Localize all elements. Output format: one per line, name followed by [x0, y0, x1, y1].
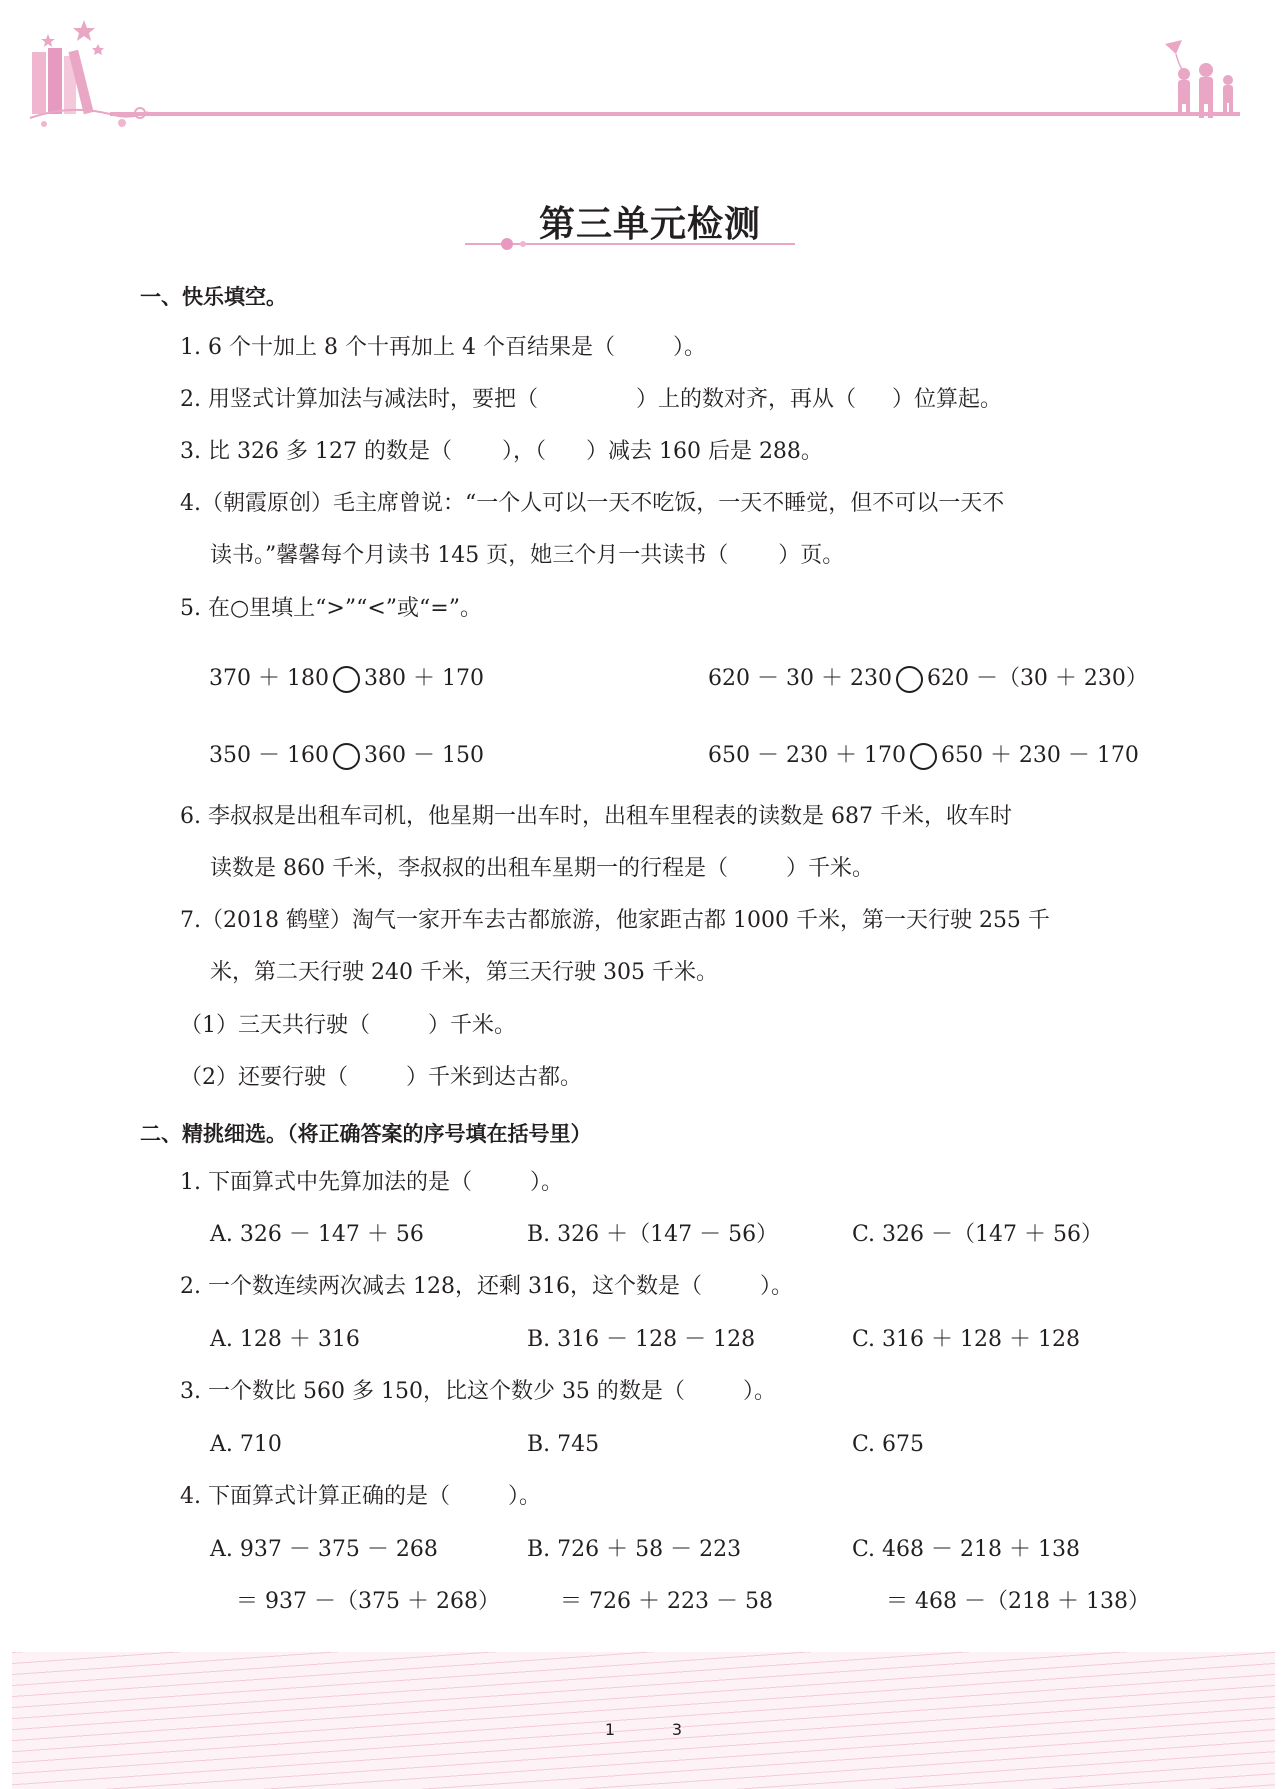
- option-b-step: ＝ 726 ＋ 223 － 58: [560, 1589, 773, 1614]
- question-text: 读数是 860 千米，李叔叔的出租车星期一的行程是（: [210, 856, 728, 881]
- compare-row: [708, 741, 1139, 771]
- compare-row: [708, 664, 1148, 694]
- question-text: 2. 用竖式计算加法与减法时，要把（: [180, 387, 538, 412]
- question-1-6-line1: 6. 李叔叔是出租车司机，他星期一出车时，出租车里程表的读数是 687 千米，收车时: [180, 804, 1012, 829]
- question-text: （1）三天共行驶（: [180, 1013, 370, 1038]
- question-text: 2. 一个数连续两次减去 128，还剩 316，这个数是（: [180, 1274, 702, 1299]
- question-text: ）千米。: [428, 1013, 517, 1038]
- option-a[interactable]: A. 937 － 375 － 268: [210, 1537, 438, 1562]
- question-text: ）。: [742, 1379, 776, 1404]
- option-c[interactable]: C. 468 － 218 ＋ 138: [852, 1537, 1080, 1562]
- question-1-7-sub1: [180, 1011, 516, 1041]
- question-text: 4. 下面算式计算正确的是（: [180, 1484, 450, 1509]
- question-1-1: [180, 333, 706, 363]
- expression-right: 380 ＋ 170: [363, 666, 484, 691]
- expression-right: 360 － 150: [363, 743, 484, 768]
- question-2-4: [180, 1482, 541, 1512]
- question-2-3: [180, 1377, 776, 1407]
- option-b[interactable]: B. 726 ＋ 58 － 223: [527, 1537, 742, 1562]
- expression-left: 650 － 230 ＋ 170: [708, 743, 906, 768]
- section-heading-multiple-choice: 二、精挑细选。（将正确答案的序号填在括号里）: [140, 1122, 592, 1146]
- expression-left: 350 － 160: [209, 743, 329, 768]
- question-text: （2）还要行驶（: [180, 1065, 348, 1090]
- page-number-digit: 1: [604, 1720, 616, 1739]
- question-text: 1. 下面算式中先算加法的是（: [180, 1170, 472, 1195]
- option-a-step: ＝ 937 －（375 ＋ 268）: [236, 1589, 500, 1614]
- question-1-4-line2: [210, 541, 844, 571]
- question-text: ），（: [501, 439, 546, 464]
- option-c-step: ＝ 468 －（218 ＋ 138）: [886, 1589, 1150, 1614]
- compare-circle[interactable]: [333, 743, 360, 770]
- page-title: 第三单元检测: [538, 203, 761, 245]
- question-text: ）。: [672, 335, 706, 360]
- question-text: 读书。”馨馨每个月读书 145 页，她三个月一共读书（: [210, 543, 729, 568]
- option-b[interactable]: B. 316 － 128 － 128: [527, 1327, 756, 1352]
- question-1-6-line2: [210, 854, 874, 884]
- expression-left: 620 － 30 ＋ 230: [708, 666, 892, 691]
- question-text: ）上的数对齐，再从（: [636, 387, 857, 412]
- question-text: ）位算起。: [892, 387, 1003, 412]
- footer-band: [12, 1652, 1275, 1789]
- option-a[interactable]: A. 128 ＋ 316: [210, 1327, 360, 1352]
- question-1-7-sub2: [180, 1063, 582, 1093]
- option-b[interactable]: B. 326 ＋（147 － 56）: [527, 1222, 779, 1247]
- compare-circle[interactable]: [333, 666, 360, 693]
- option-a[interactable]: A. 326 － 147 ＋ 56: [210, 1222, 424, 1247]
- compare-row: [209, 741, 484, 771]
- expression-left: 370 ＋ 180: [209, 666, 329, 691]
- option-c[interactable]: C. 316 ＋ 128 ＋ 128: [852, 1327, 1080, 1352]
- question-text: ）千米。: [785, 856, 874, 881]
- question-text: ）减去 160 后是 288。: [585, 439, 823, 464]
- question-1-3: [180, 437, 823, 467]
- option-a[interactable]: A. 710: [210, 1432, 282, 1457]
- question-1-5: 5. 在○里填上“>”“<”或“=”。: [180, 596, 482, 621]
- option-b[interactable]: B. 745: [527, 1432, 600, 1457]
- question-text: ）。: [759, 1274, 793, 1299]
- question-1-7-line2: 米，第二天行驶 240 千米，第三天行驶 305 千米。: [210, 960, 718, 985]
- question-2-1: [180, 1168, 563, 1198]
- question-text: ）页。: [778, 543, 845, 568]
- compare-circle[interactable]: [910, 743, 937, 770]
- question-1-7-line1: 7.（2018 鹤壁）淘气一家开车去古都旅游，他家距古都 1000 千米，第一天行驶 255 千: [180, 908, 1050, 933]
- question-text: 3. 比 326 多 127 的数是（: [180, 439, 452, 464]
- header-decoration: [0, 0, 1287, 140]
- question-text: ）千米到达古都。: [406, 1065, 583, 1090]
- question-text: 1. 6 个十加上 8 个十再加上 4 个百结果是（: [180, 335, 615, 360]
- expression-right: 650 ＋ 230 － 170: [940, 743, 1139, 768]
- question-2-2: [180, 1272, 793, 1302]
- section-heading-fill-blank: 一、快乐填空。: [140, 285, 287, 309]
- page-number-digit: 3: [671, 1720, 683, 1739]
- compare-circle[interactable]: [896, 666, 923, 693]
- question-text: 3. 一个数比 560 多 150，比这个数少 35 的数是（: [180, 1379, 685, 1404]
- option-c[interactable]: C. 675: [852, 1432, 925, 1457]
- expression-right: 620 －（30 ＋ 230）: [926, 666, 1148, 691]
- question-text: ）。: [507, 1484, 541, 1509]
- children-kite-icon: [1165, 40, 1233, 118]
- question-1-4-line1: 4.（朝霞原创）毛主席曾说：“一个人可以一天不吃饭，一天不睡觉，但不可以一天不: [180, 491, 1005, 516]
- compare-row: [209, 664, 484, 694]
- title-underline: [465, 236, 795, 252]
- question-text: ）。: [529, 1170, 563, 1195]
- question-1-2: [180, 385, 1002, 415]
- option-c[interactable]: C. 326 －（147 ＋ 56）: [852, 1222, 1103, 1247]
